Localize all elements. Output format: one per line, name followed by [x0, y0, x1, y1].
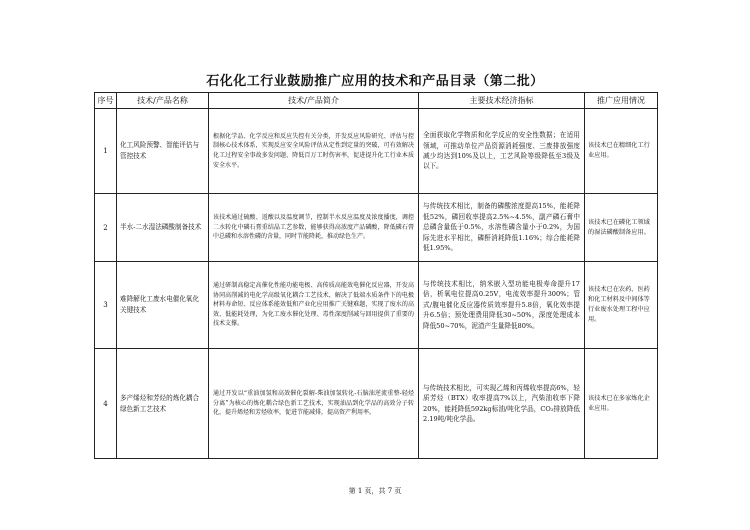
technology-metrics: 与传统技术相比，制备的磷酸浓度提高15%，能耗降低52%，磷回收率提高2.5%~4.5%，副产磷石膏中总磷含量低于0.5%，水溶性磷含量小于0.2%，为国际先进水平相比，磷酐消耗降低1.16%；综合能耗降低1.95%。	[419, 194, 585, 262]
technology-metrics: 与传统技术相比，纳米嵌入型功能电极寿命提升17倍，析氧电位提高0.25V，电流效率提升300%；管式/腹电催化反应器传质效率提升5.8倍，氧化效率提升6.5倍；预处理费用降低30~50%，深度处理成本降低50~70%，泥渣产生量降低80%。	[419, 262, 585, 349]
technology-name: 多产烯烃和芳烃的炼化耦合绿色新工艺技术	[117, 349, 209, 459]
header-metrics: 主要技术经济指标	[419, 93, 585, 109]
page-footer: 第 1 页，共 7 页	[348, 487, 402, 495]
row-number: 2	[95, 194, 117, 262]
technology-intro: 该技术通过硫酸、返酸以及温度调节，控制半水反应温度及浓度播度，调控二水转化中磷石膏重结晶工艺参数，能够获得高浓度产品磷酸，降低磷石膏中总磷和水溶性磷的含量，同时节能降耗，推动绿色生产。	[209, 194, 419, 262]
row-number: 3	[95, 262, 117, 349]
application-status: 该技术已在多家炼化企业应用。	[585, 349, 658, 459]
table-row	[95, 109, 658, 194]
catalog-table	[94, 92, 658, 459]
application-status: 该技术已在农药、医药和化工材料及中间体等行业废水处理工程中应用。	[585, 262, 658, 349]
table-row	[95, 262, 658, 349]
page-title: 石化化工行业鼓励推广应用的技术和产品目录（第二批）	[206, 74, 544, 89]
application-status: 该技术已在精细化工行业应用。	[585, 109, 658, 194]
technology-metrics: 与传统技术相比，可实现乙烯和丙烯收率提高6%，轻质芳烃（BTX）收率提高7%以上，汽柴油收率下降20%，能耗降低592kg标油/吨化学品，CO₂排放降低2.19吨/吨化学品。	[419, 349, 585, 459]
table-header-row	[95, 93, 658, 109]
technology-intro: 通过开发以“重油加氢和高效催化裂解-柴油加氢转化-石脑油逆流重整-轻烃分离”为核心的炼化耦合绿色新工艺技术，实现油品到化学品的高效分子转化，提升烯烃和芳烃收率，促进节能减排，提高资产利用率。	[209, 349, 419, 459]
header-no: 序号	[95, 93, 117, 109]
header-intro: 技术/产品简介	[209, 93, 419, 109]
technology-name: 化工风险预警、智能评估与管控技术	[117, 109, 209, 194]
technology-intro: 通过研制高稳定高催化性能功能电极、高传质高能效电催化反应器，开发高协同高削减的电化学高级氧化耦合工艺技术，解决了低端水质条件下的电极材料寿命短、反应体系能效低和产业化应用推广关键难题，实现了废水的高效、低能耗处理，为化工废水催化处理、毒性深度削减与回用提供了重要的技术支撑。	[209, 262, 419, 349]
technology-name: 半水-二水湿法磷酸制备技术	[117, 194, 209, 262]
table-row	[95, 349, 658, 459]
technology-intro: 根据化学品、化学反应和反应失控有关分类，开发反应风险研究、评估与控制核心技术体系，实现反应安全风险评估从定性到定量的突破，可有效解决化工过程安全事故多发问题，降低百万工时伤害率，促进提升化工行业本质安全水平。	[209, 109, 419, 194]
technology-metrics: 全面获取化学物质和化学反应的安全性数据；在适用领域，可推动单位产品资源消耗强度、三废排放强度减少均达到10%及以上，工艺风险等级降低至3级及以下。	[419, 109, 585, 194]
technology-name: 难降解化工废水电催化氧化关键技术	[117, 262, 209, 349]
header-application: 推广应用情况	[585, 93, 658, 109]
table-row	[95, 194, 658, 262]
row-number: 1	[95, 109, 117, 194]
row-number: 4	[95, 349, 117, 459]
application-status: 该技术已在磷化工领域的湿法磷酸制备应用。	[585, 194, 658, 262]
header-name: 技术/产品名称	[117, 93, 209, 109]
